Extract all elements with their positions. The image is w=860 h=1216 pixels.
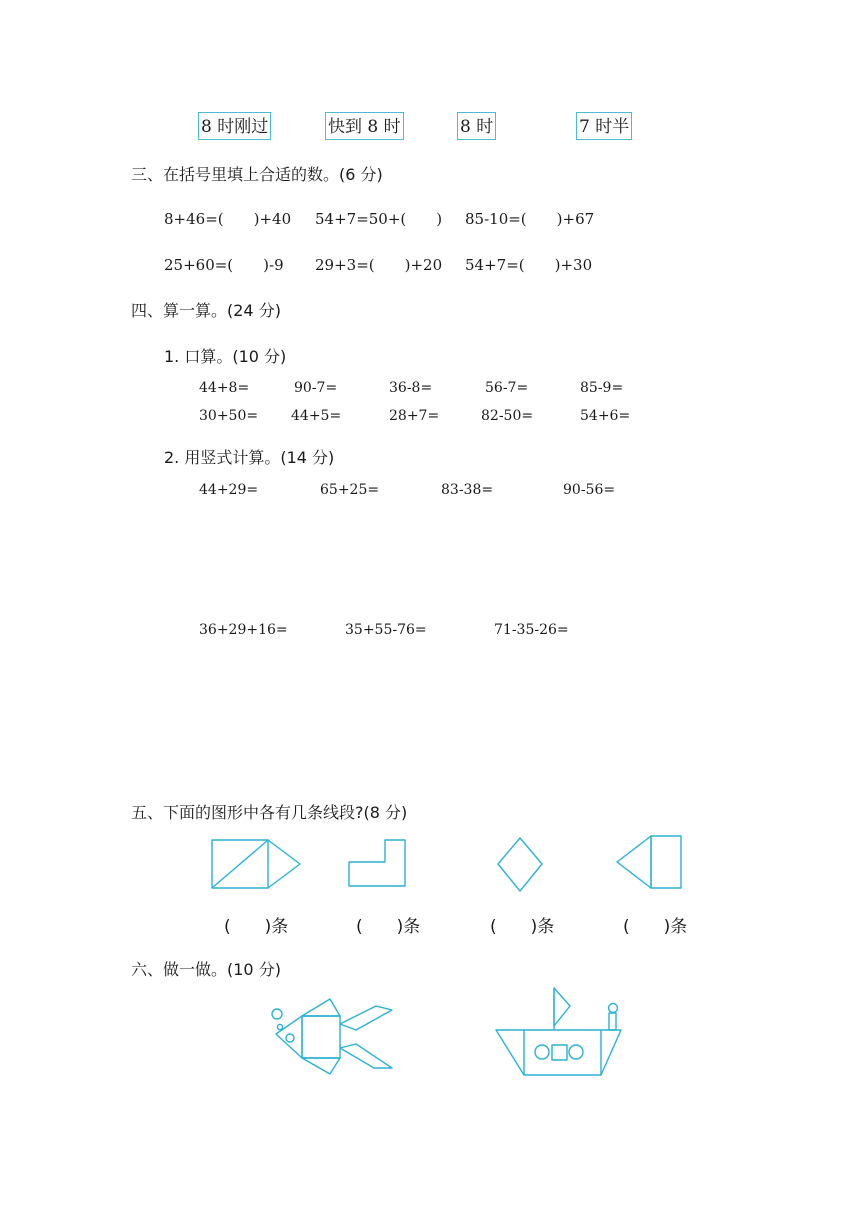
oral-calc-item: 82-50= bbox=[481, 408, 534, 424]
vertical-calc-item: 71-35-26= bbox=[494, 622, 569, 638]
boat-figure-icon bbox=[494, 986, 626, 1078]
oral-calc-item: 85-9= bbox=[580, 380, 624, 396]
time-option-4: 7 时半 bbox=[576, 112, 632, 140]
segment-answer-blank: ( )条 bbox=[490, 917, 555, 937]
segment-answer-blank: ( )条 bbox=[224, 917, 289, 937]
fill-blank-equation: 8+46=( )+40 bbox=[164, 210, 292, 228]
oral-calc-item: 44+5= bbox=[291, 408, 342, 424]
oral-calc-title: 1. 口算。(10 分) bbox=[164, 347, 287, 366]
section-5-heading: 五、下面的图形中各有几条线段?(8 分) bbox=[131, 803, 408, 822]
section-6-heading: 六、做一做。(10 分) bbox=[131, 960, 281, 979]
oral-calc-item: 56-7= bbox=[485, 380, 529, 396]
time-option-3: 8 时 bbox=[457, 112, 496, 140]
oral-calc-item: 90-7= bbox=[294, 380, 338, 396]
fill-blank-equation: 54+7=( )+30 bbox=[465, 256, 593, 274]
vertical-calc-item: 44+29= bbox=[199, 482, 259, 498]
diamond-figure-icon bbox=[496, 836, 546, 894]
vertical-calc-item: 90-56= bbox=[563, 482, 616, 498]
section-3-heading: 三、在括号里填上合适的数。(6 分) bbox=[131, 165, 383, 184]
vertical-calc-title: 2. 用竖式计算。(14 分) bbox=[164, 448, 335, 467]
segment-answer-blank: ( )条 bbox=[356, 917, 421, 937]
rectangle-triangle-figure-icon bbox=[210, 838, 304, 890]
oral-calc-item: 54+6= bbox=[580, 408, 631, 424]
rocket-figure-icon bbox=[268, 996, 396, 1080]
section-4-heading: 四、算一算。(24 分) bbox=[131, 301, 281, 320]
vertical-calc-item: 36+29+16= bbox=[199, 622, 288, 638]
triangle-square-figure-icon bbox=[615, 834, 685, 890]
time-option-2: 快到 8 时 bbox=[325, 112, 404, 140]
vertical-calc-item: 65+25= bbox=[320, 482, 380, 498]
fill-blank-equation: 85-10=( )+67 bbox=[465, 210, 595, 228]
fill-blank-equation: 29+3=( )+20 bbox=[315, 256, 443, 274]
oral-calc-item: 30+50= bbox=[199, 408, 259, 424]
oral-calc-item: 28+7= bbox=[389, 408, 440, 424]
l-shape-figure-icon bbox=[347, 838, 409, 890]
oral-calc-item: 44+8= bbox=[199, 380, 250, 396]
vertical-calc-item: 83-38= bbox=[441, 482, 494, 498]
oral-calc-item: 36-8= bbox=[389, 380, 433, 396]
segment-answer-blank: ( )条 bbox=[623, 917, 688, 937]
fill-blank-equation: 54+7=50+( ) bbox=[315, 210, 443, 228]
fill-blank-equation: 25+60=( )-9 bbox=[164, 256, 284, 274]
vertical-calc-item: 35+55-76= bbox=[345, 622, 427, 638]
time-option-1: 8 时刚过 bbox=[198, 112, 271, 140]
